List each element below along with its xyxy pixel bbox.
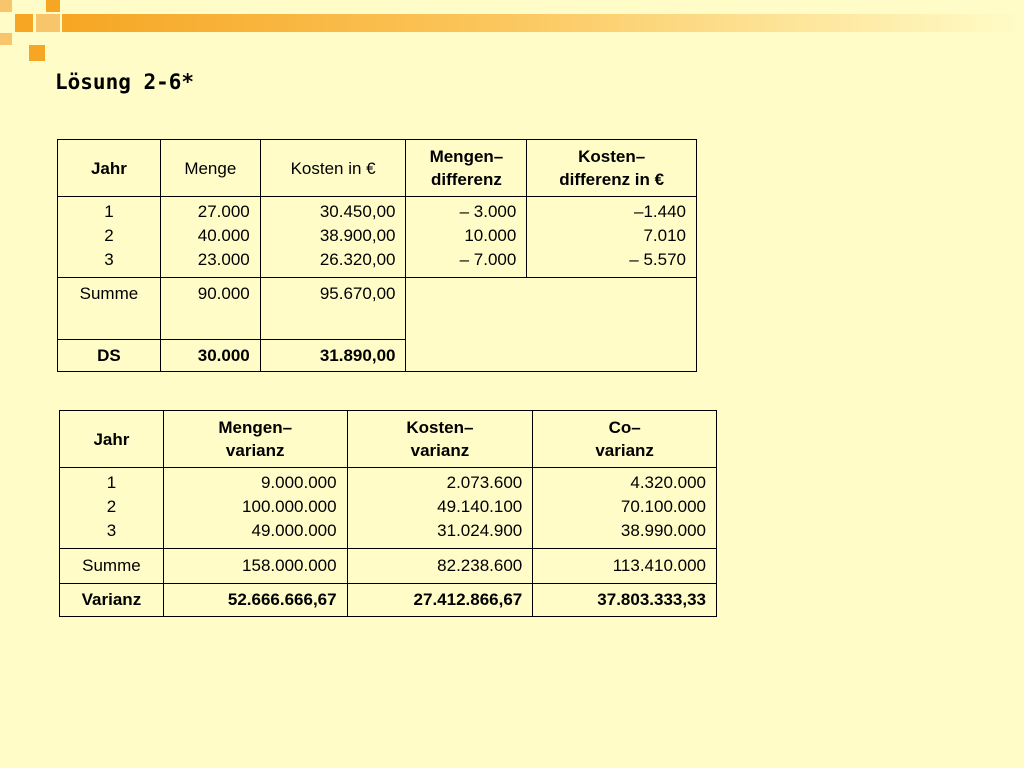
- decorative-header-squares: [0, 0, 1024, 64]
- kosten-differenz-cell: –1.440 7.010 – 5.570: [527, 197, 697, 278]
- ds-label: DS: [58, 340, 161, 372]
- summe-label: Summe: [60, 549, 164, 584]
- menge-cell: 27.000 40.000 23.000: [160, 197, 260, 278]
- summe-kosten-varianz: 82.238.600: [347, 549, 533, 584]
- column-header-kosten-differenz: Kosten– differenz in €: [527, 140, 697, 197]
- year-cell: 1 2 3: [60, 468, 164, 549]
- empty-cell: [406, 278, 697, 372]
- table-row-summe: [58, 278, 697, 340]
- table-row-summe: [60, 549, 717, 584]
- column-header-jahr: Jahr: [60, 411, 164, 468]
- kosten-cell: 30.450,00 38.900,00 26.320,00: [260, 197, 406, 278]
- column-header-menge: Menge: [160, 140, 260, 197]
- year-cell: 1 2 3: [58, 197, 161, 278]
- varianz-mengen: 52.666.666,67: [163, 584, 347, 617]
- table-row-years: [60, 468, 717, 549]
- table-header-row: [60, 411, 717, 468]
- column-header-co-varianz: Co– varianz: [533, 411, 717, 468]
- ds-kosten: 31.890,00: [260, 340, 406, 372]
- varianz-kosten: 27.412.866,67: [347, 584, 533, 617]
- table-row-varianz: [60, 584, 717, 617]
- column-header-jahr: Jahr: [58, 140, 161, 197]
- summe-label: Summe: [58, 278, 161, 340]
- kosten-varianz-cell: 2.073.600 49.140.100 31.024.900: [347, 468, 533, 549]
- table-header-row: [58, 140, 697, 197]
- table-row-years: [58, 197, 697, 278]
- summe-co-varianz: 113.410.000: [533, 549, 717, 584]
- column-header-kosten-varianz: Kosten– varianz: [347, 411, 533, 468]
- varianz-co: 37.803.333,33: [533, 584, 717, 617]
- summe-kosten: 95.670,00: [260, 278, 406, 340]
- variance-table: [59, 410, 717, 617]
- ds-menge: 30.000: [160, 340, 260, 372]
- mengen-varianz-cell: 9.000.000 100.000.000 49.000.000: [163, 468, 347, 549]
- varianz-label: Varianz: [60, 584, 164, 617]
- page-title: Lösung 2-6*: [55, 70, 195, 94]
- co-varianz-cell: 4.320.000 70.100.000 38.990.000: [533, 468, 717, 549]
- summe-menge: 90.000: [160, 278, 260, 340]
- cost-table: [57, 139, 697, 372]
- summe-mengen-varianz: 158.000.000: [163, 549, 347, 584]
- column-header-kosten: Kosten in €: [260, 140, 406, 197]
- column-header-mengen-varianz: Mengen– varianz: [163, 411, 347, 468]
- column-header-mengen-differenz: Mengen– differenz: [406, 140, 527, 197]
- mengen-differenz-cell: – 3.000 10.000 – 7.000: [406, 197, 527, 278]
